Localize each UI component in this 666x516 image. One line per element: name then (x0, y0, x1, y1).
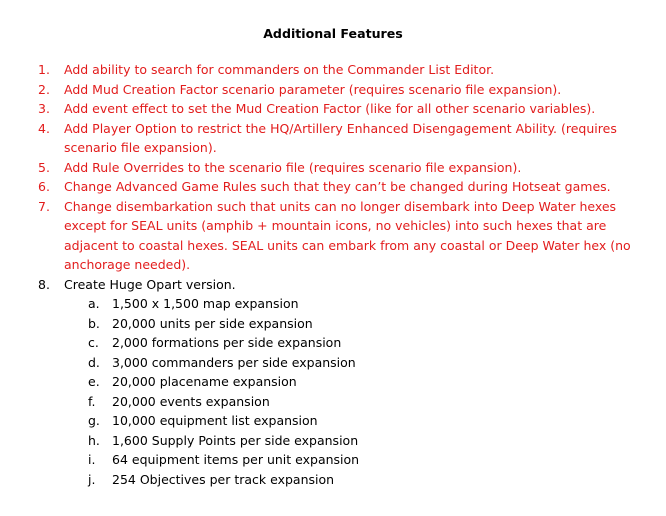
sub-list-item (38, 450, 638, 470)
list-item-number: 4. (38, 120, 50, 136)
list-item (38, 275, 638, 295)
list-item-number: 6. (38, 179, 50, 194)
sub-list-item (38, 431, 638, 451)
sub-list-item-text: 254 Objectives per track expansion (112, 471, 335, 487)
sub-list-item (38, 333, 638, 353)
list-item-text: Add event effect to set the Mud Creation Factor (like for all other scenario variables). (64, 101, 596, 116)
list-item-text: Add Player Option to restrict the HQ/Artillery Enhanced Disengagement Ability. (requires scenario file expansion). (64, 120, 617, 155)
sub-list-item-text: 64 equipment items per unit expansion (112, 452, 360, 467)
list-item-number: 2. (38, 81, 50, 97)
list-item-text: Change disembarkation such that units can no longer disembark into Deep Water hexes except for SEAL units (amphib + mountain icons, no vehicles) into such hexes that are adjacent to coastal hexes. SEAL units can embark from any coastal or Deep Water hex (no anchorage needed). (64, 198, 631, 272)
sub-list-item (38, 411, 638, 431)
list-item-text: Change Advanced Game Rules such that they can’t be changed during Hotseat games. (64, 179, 611, 194)
sub-list-item (38, 470, 638, 490)
list-item-number: 3. (38, 101, 50, 116)
list-item-text: Create Huge Opart version. (64, 276, 236, 292)
list-item-number: 5. (38, 159, 50, 175)
list-item (38, 60, 638, 80)
list-item (38, 197, 638, 275)
sub-list-item-letter: e. (88, 374, 100, 389)
list-item (38, 158, 638, 178)
sub-list-item-letter: i. (88, 452, 96, 467)
sub-list-item-text: 1,600 Supply Points per side expansion (112, 432, 359, 448)
list-item (38, 119, 638, 158)
feature-list (38, 60, 638, 489)
sub-list-item (38, 392, 638, 412)
sub-list-item-text: 20,000 units per side expansion (112, 315, 313, 331)
list-item (38, 177, 638, 197)
sub-list-item-letter: j. (88, 471, 96, 487)
document-title: Additional Features (263, 26, 403, 41)
sub-list-item-letter: h. (88, 432, 100, 448)
sub-list-item-text: 1,500 x 1,500 map expansion (112, 296, 299, 311)
list-item-text: Add Rule Overrides to the scenario file (requires scenario file expansion). (64, 159, 522, 175)
list-item-number: 7. (38, 198, 50, 214)
list-item-text: Add Mud Creation Factor scenario parameter (requires scenario file expansion). (64, 81, 562, 97)
sub-list-item (38, 372, 638, 392)
sub-list-item-text: 20,000 placename expansion (112, 374, 297, 389)
sub-list-item-text: 3,000 commanders per side expansion (112, 354, 356, 370)
sub-list-item-text: 20,000 events expansion (112, 393, 270, 409)
sub-list-item-letter: c. (88, 335, 99, 350)
sub-list-item-text: 10,000 equipment list expansion (112, 413, 318, 428)
list-item-number: 1. (38, 62, 50, 77)
list-item (38, 80, 638, 100)
sub-list-item-letter: g. (88, 413, 100, 428)
sub-list-item-letter: a. (88, 296, 100, 311)
sub-list-item (38, 294, 638, 314)
sub-list-item-letter: b. (88, 315, 100, 331)
sub-list-item (38, 353, 638, 373)
list-item (38, 99, 638, 119)
sub-list-item-text: 2,000 formations per side expansion (112, 335, 342, 350)
list-item-text: Add ability to search for commanders on the Commander List Editor. (64, 62, 495, 77)
list-item-number: 8. (38, 276, 50, 292)
sub-list-item (38, 314, 638, 334)
sub-list-item-letter: d. (88, 354, 100, 370)
sub-list-item-letter: f. (88, 393, 96, 409)
